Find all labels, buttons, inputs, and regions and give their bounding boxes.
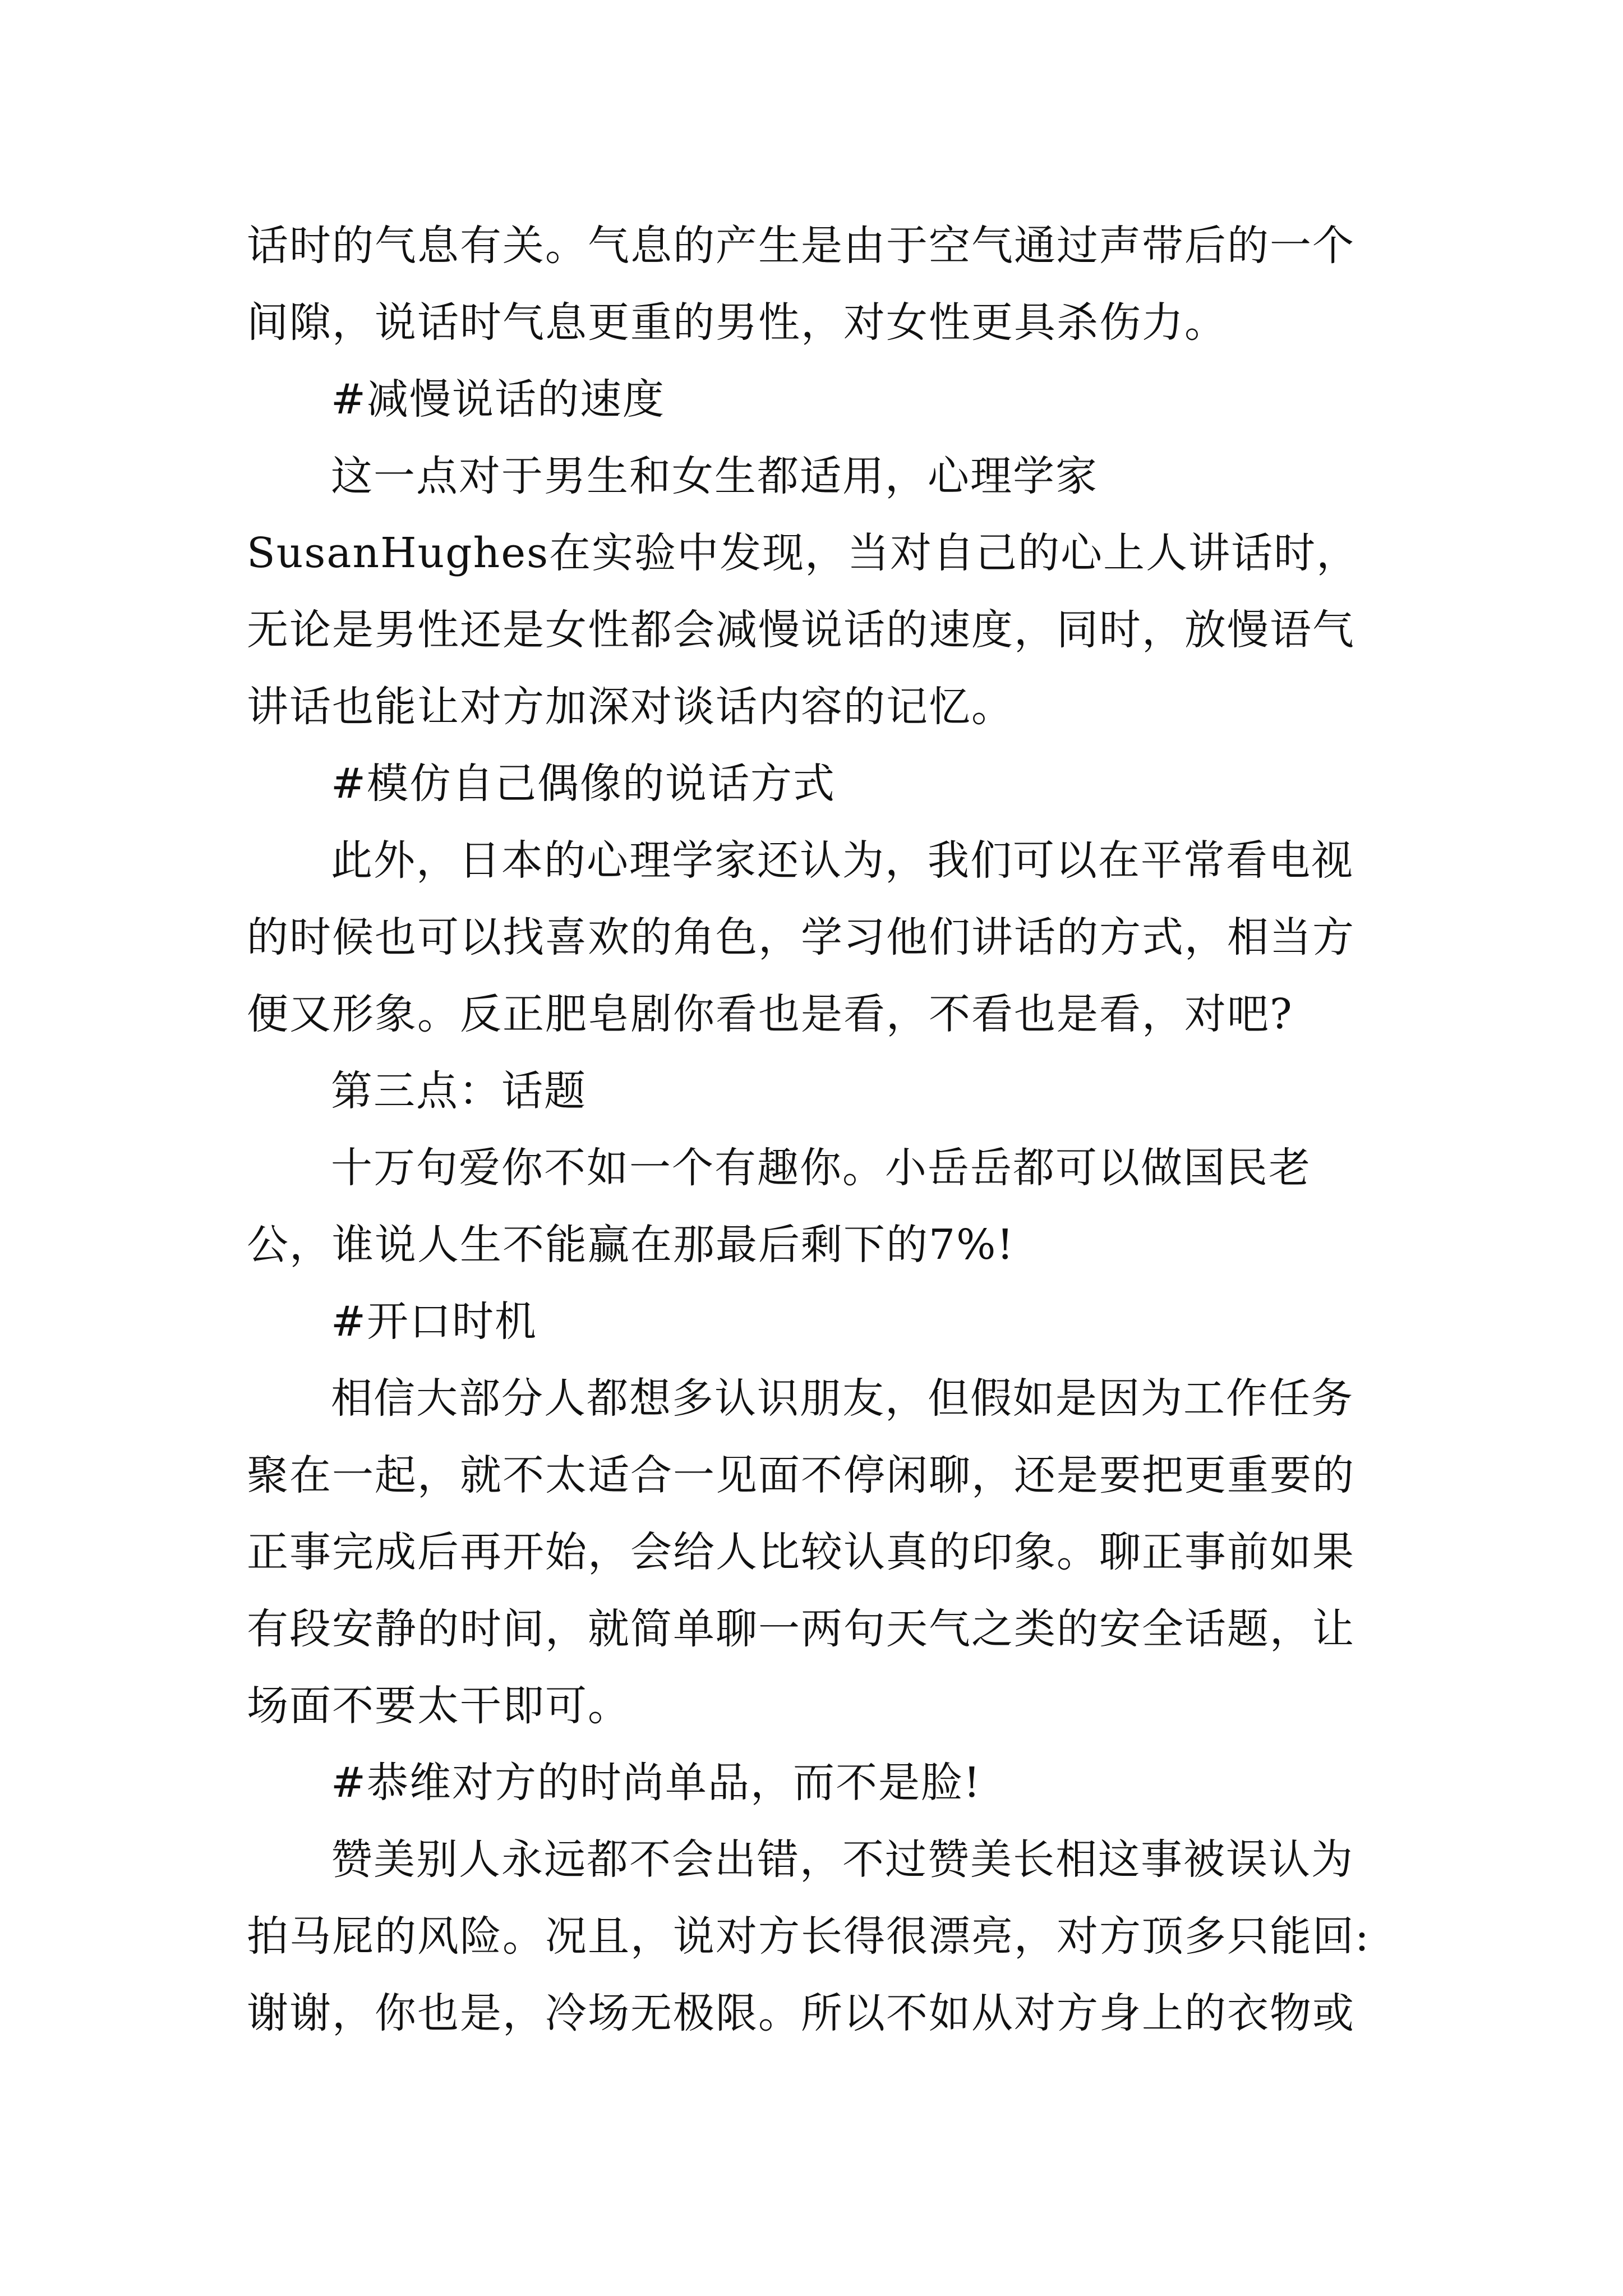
paragraph-3: 此外，日本的心理学家还认为，我们可以在平常看电视的时候也可以找喜欢的角色，学习他们讲话的方式，相当方便又形象。反正肥皂剧你看也是看，不看也是看，对吧? (247, 836, 1355, 1038)
heading-compliment: #恭维对方的时尚单品，而不是脸! (331, 1759, 981, 1807)
paragraph-4: 十万句爱你不如一个有趣你。小岳岳都可以做国民老公，谁说人生不能赢在那最后剩下的7%! (247, 1144, 1311, 1269)
heading-slow-speech: #减慢说话的速度 (331, 375, 666, 424)
document-body (247, 208, 1380, 2052)
paragraph-2: 这一点对于男生和女生都适用，心理学家SusanHughes在实验中发现，当对自己的心上人讲话时，无论是男性还是女性都会减慢说话的速度，同时，放慢语气讲话也能让对方加深对谈话内容的记忆。 (247, 452, 1359, 731)
heading-imitate-idol: #模仿自己偶像的说话方式 (331, 760, 836, 808)
section-heading-topic: 第三点：话题 (331, 1067, 587, 1115)
paragraph-5: 相信大部分人都想多认识朋友，但假如是因为工作任务聚在一起，就不太适合一见面不停闲聊，还是要把更重要的正事完成后再开始，会给人比较认真的印象。聊正事前如果有段安静的时间，就简单聊一两句天气之类的安全话题，让场面不要太干即可。 (247, 1374, 1355, 1730)
heading-timing: #开口时机 (331, 1297, 538, 1346)
paragraph-1: 话时的气息有关。气息的产生是由于空气通过声带后的一个间隙，说话时气息更重的男性，对女性更具杀伤力。 (247, 222, 1355, 347)
paragraph-6: 赞美别人永远都不会出错，不过赞美长相这事被误认为拍马屁的风险。况且，说对方长得很漂亮，对方顶多只能回:谢谢，你也是，冷场无极限。所以不如从对方身上的衣物或 (247, 1835, 1370, 2037)
